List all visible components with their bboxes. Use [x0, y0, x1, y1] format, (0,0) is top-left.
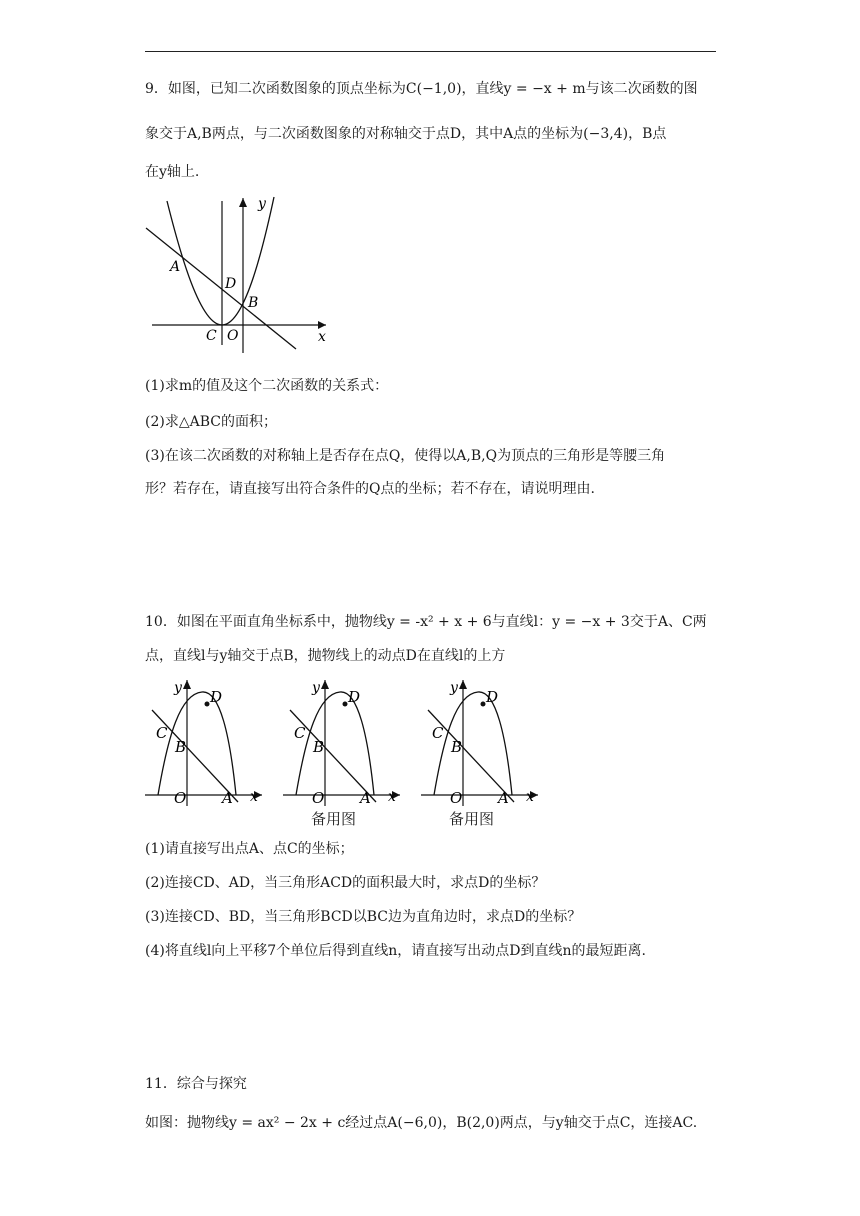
q10-f2-O: O — [312, 789, 325, 807]
q10-f3-A: A — [498, 789, 509, 807]
q10-f3-y: y — [450, 680, 458, 696]
top-rule — [145, 51, 716, 52]
q10-f2-C: C — [294, 724, 306, 742]
q11-line1: 11．综合与探究 — [145, 1076, 247, 1092]
q10-f1-A: A — [222, 789, 233, 807]
q9-figure — [140, 193, 340, 358]
q9-sub3b: 形？若存在，请直接写出符合条件的Q点的坐标；若不存在，请说明理由. — [145, 481, 595, 497]
q10-f2-A: A — [360, 789, 371, 807]
q10-figure-2 — [278, 676, 403, 811]
q10-f1-B: B — [175, 738, 187, 756]
q9-fig-C: C — [206, 328, 217, 344]
q10-sub4: (4)将直线l向上平移7个单位后得到直线n，请直接写出动点D到直线n的最短距离. — [145, 943, 646, 959]
q10-f3-O: O — [450, 789, 463, 807]
q10-f3-x: x — [526, 789, 534, 805]
q10-f3-C: C — [432, 724, 444, 742]
q9-fig-y: y — [258, 196, 266, 212]
q10-f1-C: C — [156, 724, 168, 742]
q10-sub2: (2)连接CD、AD，当三角形ACD的面积最大时，求点D的坐标？ — [145, 875, 546, 891]
q9-fig-O: O — [227, 328, 239, 344]
q10-f3-D: D — [486, 688, 499, 706]
q9-sub1: (1)求m的值及这个二次函数的关系式： — [145, 378, 389, 394]
q10-caption-3: 备用图 — [449, 810, 495, 828]
q10-f2-D: D — [348, 688, 361, 706]
q9-line3: 在y轴上. — [145, 164, 200, 180]
q10-f1-D: D — [210, 688, 223, 706]
q10-f2-B: B — [313, 738, 325, 756]
q9-sub2: (2)求△ABC的面积； — [145, 414, 277, 430]
q9-fig-x: x — [318, 329, 326, 345]
q10-figure-3 — [416, 676, 541, 811]
q9-line2: 象交于A,B两点，与二次函数图象的对称轴交于点D，其中A点的坐标为(−3,4)，B点 — [145, 126, 667, 142]
q9-fig-D: D — [225, 276, 237, 292]
q10-caption-2: 备用图 — [311, 810, 357, 828]
q10-f1-O: O — [174, 789, 187, 807]
q10-figure-1 — [140, 676, 265, 811]
q10-sub3: (3)连接CD、BD，当三角形BCD以BC边为直角边时，求点D的坐标？ — [145, 909, 582, 925]
q9-fig-B: B — [248, 295, 259, 311]
q9-sub3a: (3)在该二次函数的对称轴上是否存在点Q，使得以A,B,Q为顶点的三角形是等腰三角 — [145, 448, 666, 464]
q10-line1: 10．如图在平面直角坐标系中，抛物线y = -x² + x + 6与直线l：y = −x + 3交于A、C两 — [145, 614, 707, 630]
q10-f2-x: x — [388, 789, 396, 805]
q10-line2: 点，直线l与y轴交于点B，抛物线上的动点D在直线l的上方 — [145, 648, 506, 664]
q10-f1-y: y — [174, 680, 182, 696]
q9-line1: 9．如图，已知二次函数图象的顶点坐标为C(−1,0)，直线y = −x + m与该二次函数的图 — [145, 81, 698, 97]
q9-fig-A: A — [170, 259, 181, 275]
q10-sub1: (1)请直接写出点A、点C的坐标； — [145, 841, 354, 857]
q11-line2: 如图：抛物线y = ax² − 2x + c经过点A(−6,0)，B(2,0)两点，与y轴交于点C，连接AC. — [145, 1115, 698, 1131]
q10-f3-B: B — [451, 738, 463, 756]
q10-f1-x: x — [250, 789, 258, 805]
q10-f2-y: y — [312, 680, 320, 696]
